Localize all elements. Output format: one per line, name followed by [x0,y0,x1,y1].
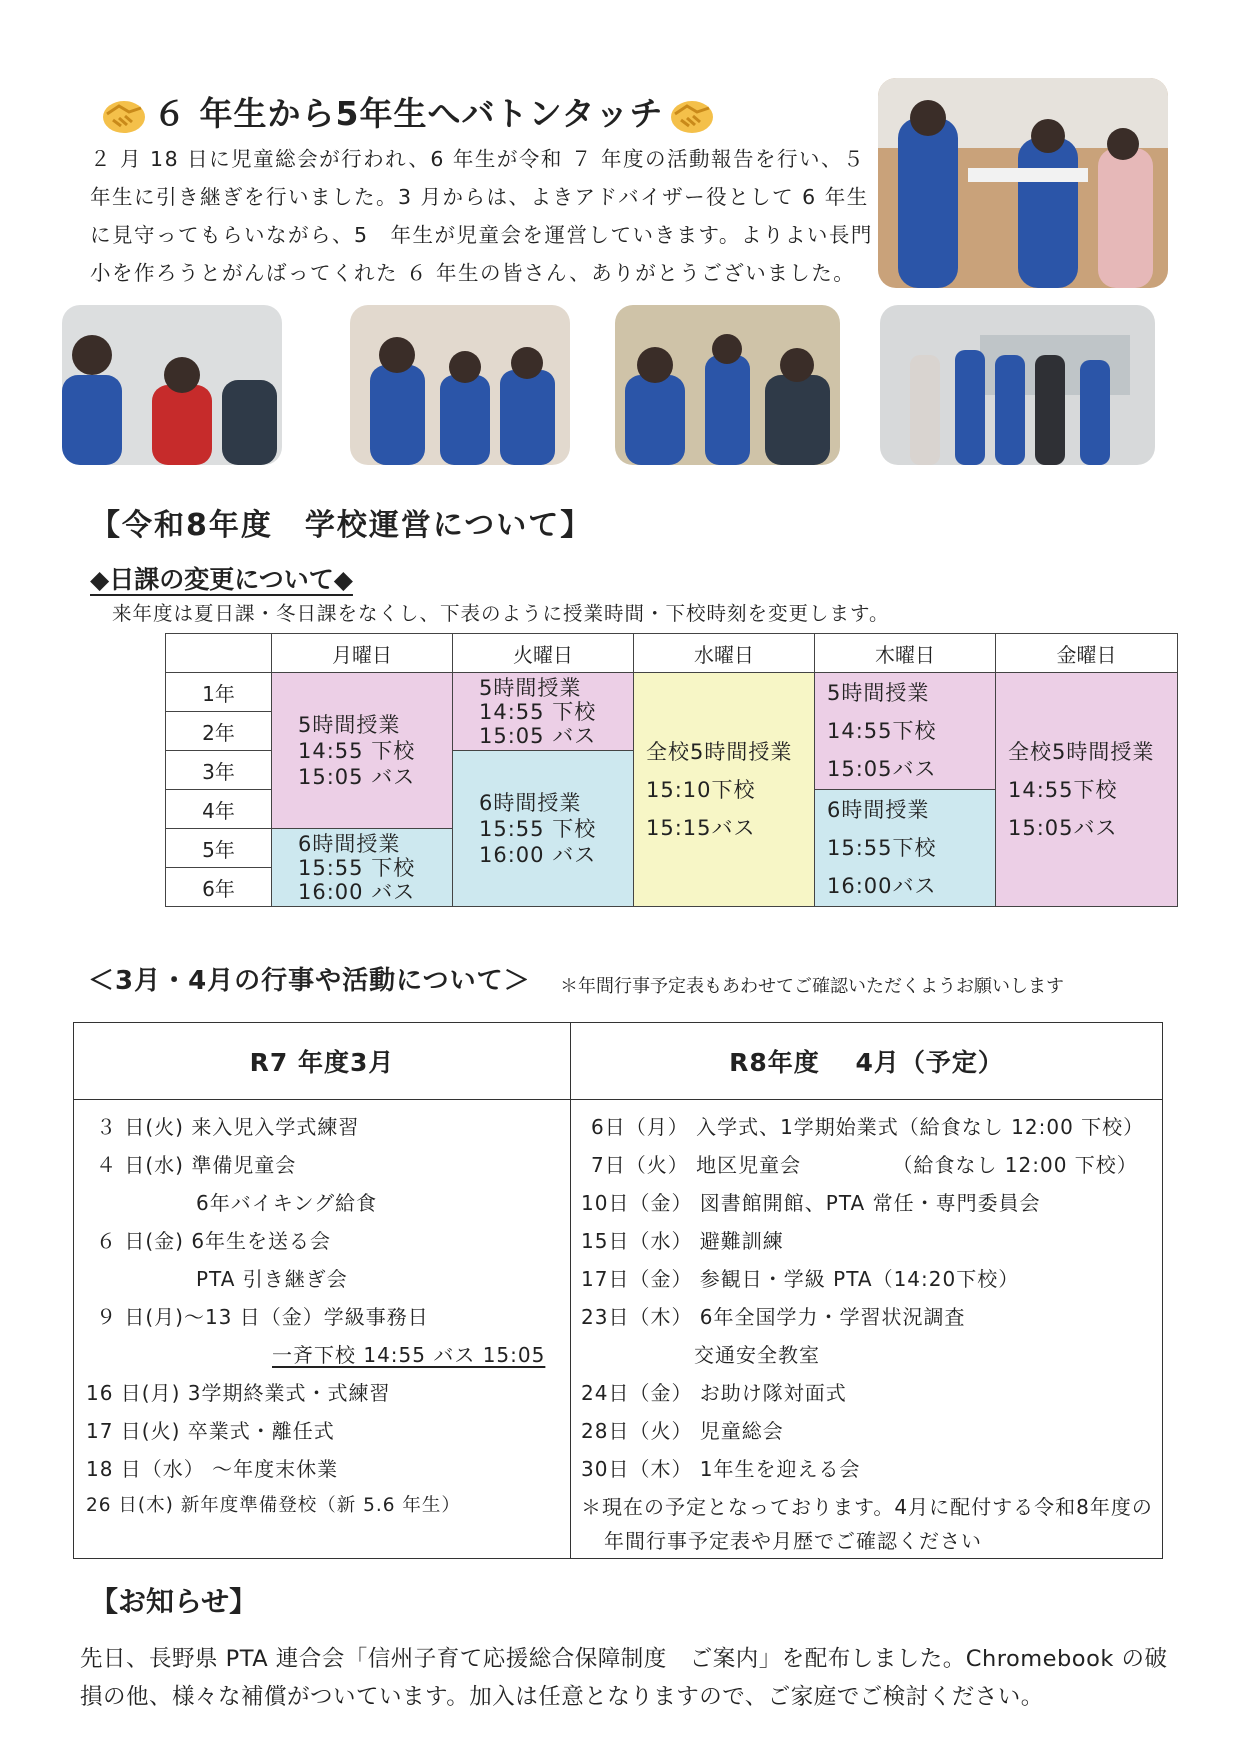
march-event: 6年バイキング給食 [196,1191,378,1215]
intro-paragraph: ２ 月 18 日に児童総会が行われ、6 年生が令和 ７ 年度の活動報告を行い、５ 年生に引き継ぎを行いました。3 月からは、よきアドバイザー役として 6 年生に見守ってもらいながら、5 年生が児童会を運営していきます。よりよい長門小を作ろうとがんばってくれた ６ 年生の皆さん、ありがとうございました。 [90,147,873,285]
notice-title: 【お知らせ】 [90,1585,258,1618]
march-event: ３ 日(火) 来入児入学式練習 [96,1115,360,1139]
grade-label: 4年 [166,790,272,829]
section-title: 【令和8年度 学校運営について】 [90,508,593,543]
day-header: 水曜日 [634,634,815,673]
events-table [73,1022,1163,1559]
day-header: 金曜日 [996,634,1178,673]
thu-4to6-cell: 6時間授業 15:55下校 16:00バス [827,798,937,898]
wed-all-cell: 全校5時間授業 15:10下校 15:15バス [646,739,793,840]
march-event: PTA 引き継ぎ会 [196,1267,348,1291]
april-event: 23日（木） 6年全国学力・学習状況調査 [581,1305,966,1329]
mon-5to6-cell: 6時間授業 15:55 下校 16:00 バス [298,831,416,904]
grade-label: 5年 [166,829,272,868]
april-event: 交通安全教室 [694,1343,820,1367]
april-event: 6日（月） 入学式、1学期始業式（給食なし 12:00 下校） [591,1115,1145,1139]
mon-1to4-cell: 5時間授業 14:55 下校 15:05 バス [298,712,416,789]
april-note: 年間行事予定表や月歴でご確認ください [604,1529,982,1553]
april-event: 17日（金） 参観日・学級 PTA（14:20下校） [581,1267,1020,1291]
april-event: 15日（水） 避難訓練 [581,1229,784,1253]
thu-1to3-cell: 5時間授業 14:55下校 15:05バス [827,681,937,781]
grade-label: 2年 [166,712,272,751]
tue-1to2-cell: 5時間授業 14:55 下校 15:05 バス [479,675,597,748]
photo-3 [615,305,840,465]
day-header: 月曜日 [272,634,453,673]
march-event: 18 日（水） ～年度末休業 [86,1457,339,1481]
tue-3to6-cell: 6時間授業 15:55 下校 16:00 バス [479,790,597,867]
march-event: 一斉下校 14:55 バス 15:05 [272,1343,546,1367]
newsletter-title [95,88,721,136]
march-event: 26 日(木) 新年度準備登校（新 5.6 年生） [86,1495,461,1516]
notice-body: 先日、長野県 PTA 連合会「信州子育て応援総合保障制度 ご案内」を配布しました。Chromebook の破損の他、様々な補償がついています。加入は任意となりますので、ご家庭でご検討ください。 [80,1646,1168,1710]
march-header: R7 年度3月 [74,1023,570,1100]
march-event: ６ 日(金) 6年生を送る会 [96,1229,332,1253]
fri-all-cell: 全校5時間授業 14:55下校 15:05バス [1008,739,1155,840]
corner-cell [166,634,272,673]
photo-4 [880,305,1155,465]
april-event: 7日（火） 地区児童会 （給食なし 12:00 下校） [591,1153,1138,1177]
april-header: R8年度 4月（予定） [571,1023,1162,1100]
title-text: ６ 年生から5年生へバトンタッチ [153,94,664,133]
march-event: ９ 日(月)～13 日（金）学級事務日 [96,1305,429,1329]
grade-label: 3年 [166,751,272,790]
photo-2 [350,305,570,465]
march-event: 16 日(月) 3学期終業式・式練習 [86,1381,391,1405]
events-title: ＜3月・4月の行事や活動について＞ [88,966,531,996]
photo-1 [62,305,282,465]
march-event: ４ 日(水) 準備児童会 [96,1153,297,1177]
april-event: 24日（金） お助け隊対面式 [581,1381,847,1405]
photo-handover [878,78,1168,288]
events-note: ＊年間行事予定表もあわせてご確認いただくようお願いします [560,976,1064,997]
april-note: ＊現在の予定となっております。4月に配付する令和8年度の [581,1495,1153,1519]
april-event: 10日（金） 図書館開館、PTA 常任・専門委員会 [581,1191,1041,1215]
handshake-icon [101,96,147,136]
grade-label: 6年 [166,868,272,907]
sub-description: 来年度は夏日課・冬日課をなくし、下表のように授業時間・下校時刻を変更します。 [112,602,890,625]
march-event: 17 日(火) 卒業式・離任式 [86,1419,335,1443]
april-event: 28日（火） 児童総会 [581,1419,784,1443]
grade-label: 1年 [166,673,272,712]
april-event: 30日（木） 1年生を迎える会 [581,1457,861,1481]
schedule-table [165,633,1178,907]
sub-title: ◆日課の変更について◆ [90,565,353,594]
handshake-icon [669,96,715,136]
day-header: 火曜日 [453,634,634,673]
day-header: 木曜日 [815,634,996,673]
column-divider [570,1023,571,1558]
